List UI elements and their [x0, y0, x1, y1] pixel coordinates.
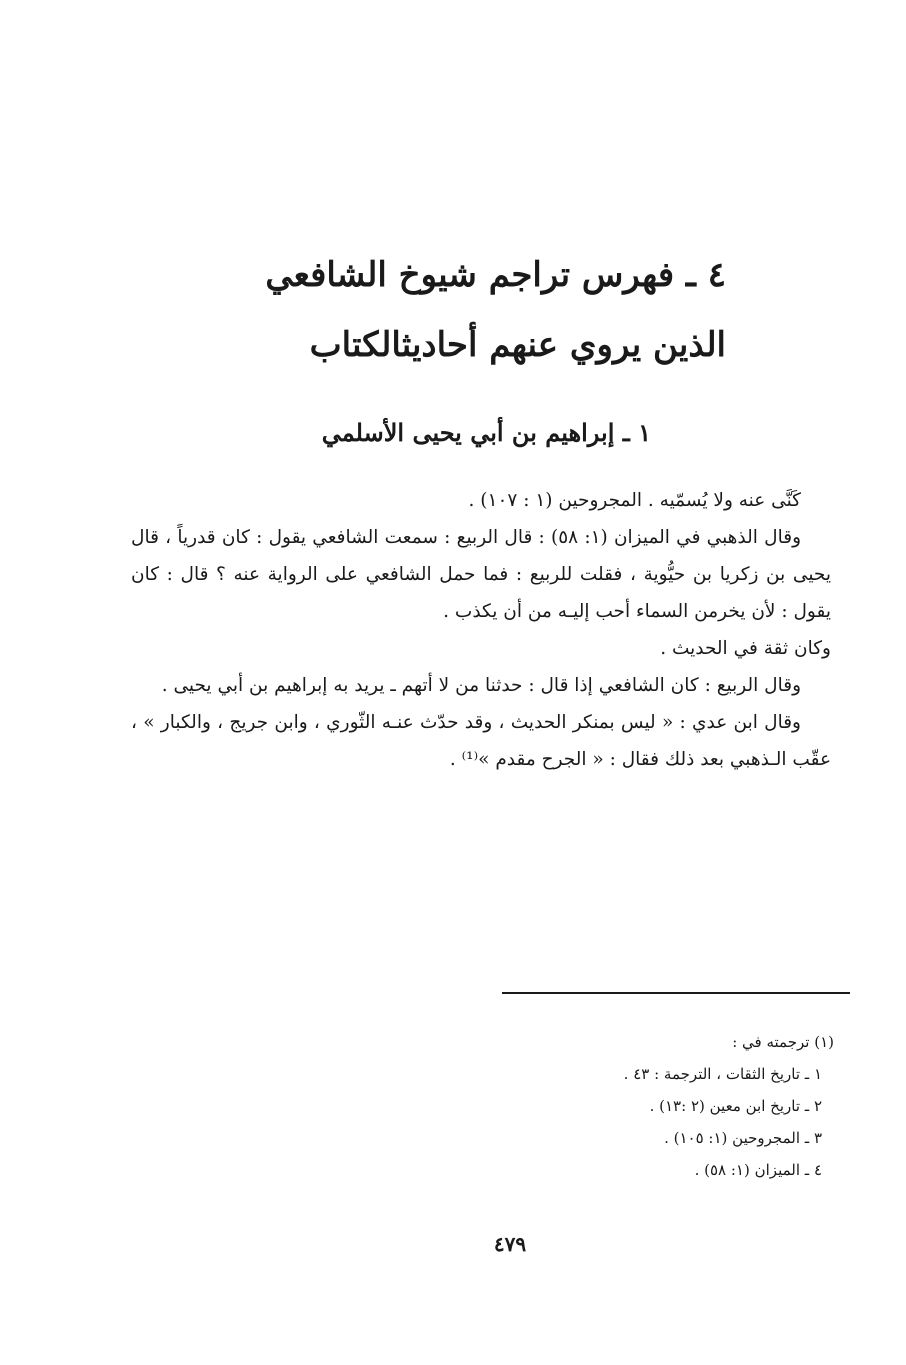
entry-heading: ١ ـ إبراهيم بن أبي يحيى الأسلمي [321, 418, 651, 447]
footnote-divider [502, 992, 850, 994]
footnote-item: ٤ ـ الميزان (١: ٥٨) . [694, 1161, 822, 1179]
paragraph: وقال الربيع : كان الشافعي إذا قال : حدثنا من لا أتهم ـ يريد به إبراهيم بن أبي يحيى . [161, 675, 801, 696]
footnote-intro: (١) ترجمته في : [732, 1033, 834, 1051]
paragraph: وكان ثقة في الحديث . [660, 638, 831, 659]
section-title-line-1: ٤ ـ فهرس تراجم شيوخ الشافعي [265, 255, 726, 295]
footnote-item: ١ ـ تاريخ الثقات ، الترجمة : ٤٣ . [623, 1065, 822, 1083]
footnote-item: ٣ ـ المجروحين (١: ١٠٥) . [664, 1129, 822, 1147]
paragraph: وقال ابن عدي : « ليس بمنكر الحديث ، وقد حدّث عنـه الثّوري ، وابن جريج ، والكبار » ، عقّب الـذهبي بعد ذلك فقال : « الجرح مقدم »⁽¹⁾ . [131, 712, 831, 770]
section-title-line-2: الذين يروي عنهم أحاديثالكتاب [309, 325, 726, 365]
paragraph: وقال الذهبي في الميزان (١: ٥٨) : قال الربيع : سمعت الشافعي يقول : كان قدرياً ، قال يحيى بن زكريا بن حيُّوية ، فقلت للربيع : فما حمل الشافعي على الرواية عنه ؟ قال : كان يقول : لأن يخرمن السماء أحب إليـه من أن يكذب . [131, 527, 831, 622]
page-number: ٤٧٩ [493, 1232, 527, 1256]
paragraph: كَنَّى عنه ولا يُسمّيه . المجروحين (١ : ١٠٧) . [468, 490, 801, 511]
footnote-item: ٢ ـ تاريخ ابن معين (٢ :١٣) . [649, 1097, 822, 1115]
entry-body [131, 482, 831, 778]
footnotes [414, 1026, 834, 1186]
